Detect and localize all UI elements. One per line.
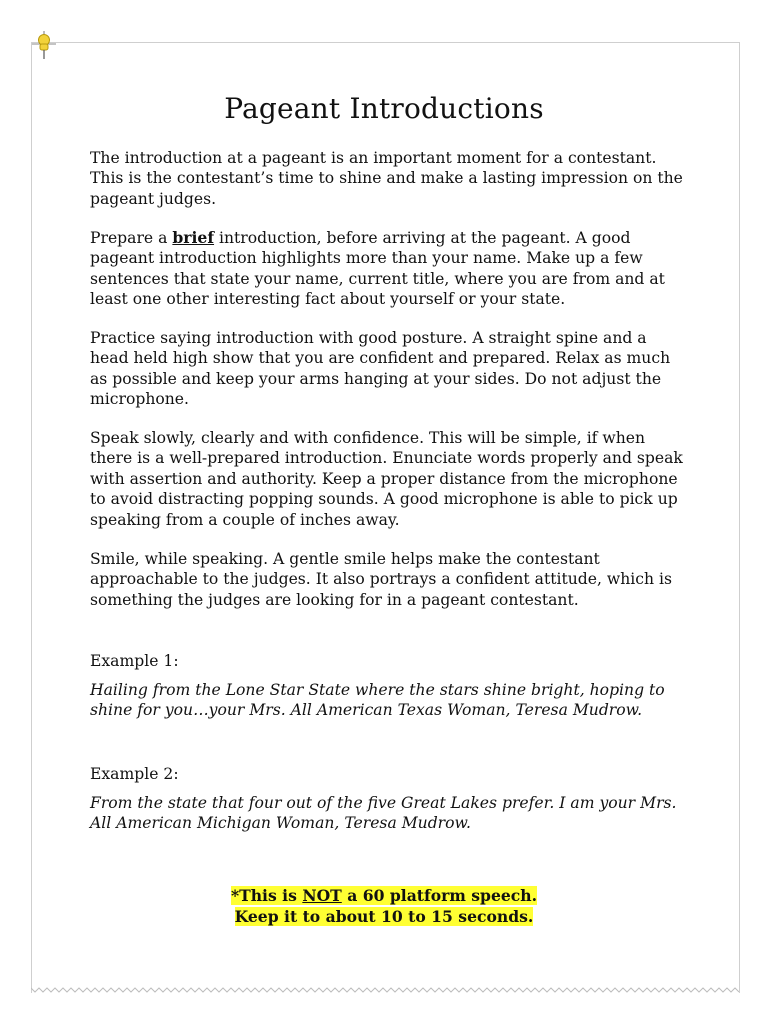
- paragraph-posture: Practice saying introduction with good posture. A straight spine and a head held high show that you are confident and prepared. Relax as much as possible and keep your arms hanging at your sides. Do not adjust the microphone.: [90, 329, 671, 409]
- note-line-1: [231, 886, 537, 905]
- page-title: Pageant Introductions: [224, 92, 544, 125]
- paragraph-prepare-start: Prepare a: [90, 229, 173, 247]
- duration-note: [0, 886, 768, 927]
- torn-page-edge: [31, 980, 739, 1000]
- brief-emphasis: brief: [172, 228, 215, 247]
- paragraph-speak: Speak slowly, clearly and with confidence. This will be simple, if when there is a well-prepared introduction. Enunciate words properly and speak with assertion and authority. Keep a proper distance from the microphone to avoid distracting popping sounds. A good microphone is able to pick up speaking from a couple of inches away.: [90, 429, 683, 529]
- example-1-text: Hailing from the Lone Star State where the stars shine bright, hoping to shine for you…your Mrs. All American Texas Woman, Teresa Mudrow.: [90, 681, 665, 720]
- example-1-label: Example 1:: [90, 652, 179, 670]
- note-line-1-start: *This is: [230, 886, 303, 905]
- example-2-text: From the state that four out of the five Great Lakes prefer. I am your Mrs. All American Michigan Woman, Teresa Mudrow.: [90, 794, 677, 833]
- pushpin-icon: [30, 31, 58, 61]
- not-emphasis: NOT: [302, 886, 342, 905]
- paragraph-smile: Smile, while speaking. A gentle smile helps make the contestant approachable to the judges. It also portrays a confident attitude, which is something the judges are looking for in a pageant contestant.: [90, 550, 672, 609]
- note-line-1-rest: a 60 platform speech.: [341, 886, 538, 905]
- paragraph-intro: The introduction at a pageant is an important moment for a contestant. This is the contestant’s time to shine and make a lasting impression on the pageant judges.: [90, 149, 683, 208]
- paragraph-prepare-rest: introduction, before arriving at the pageant. A good pageant introduction highlights more than your name. Make up a few sentences that state your name, current title, where you are from and at least one other interesting fact about yourself or your state.: [90, 229, 665, 309]
- paragraph-prepare: [90, 228, 690, 310]
- example-2-label: Example 2:: [90, 765, 179, 783]
- note-line-2: Keep it to about 10 to 15 seconds.: [234, 906, 534, 926]
